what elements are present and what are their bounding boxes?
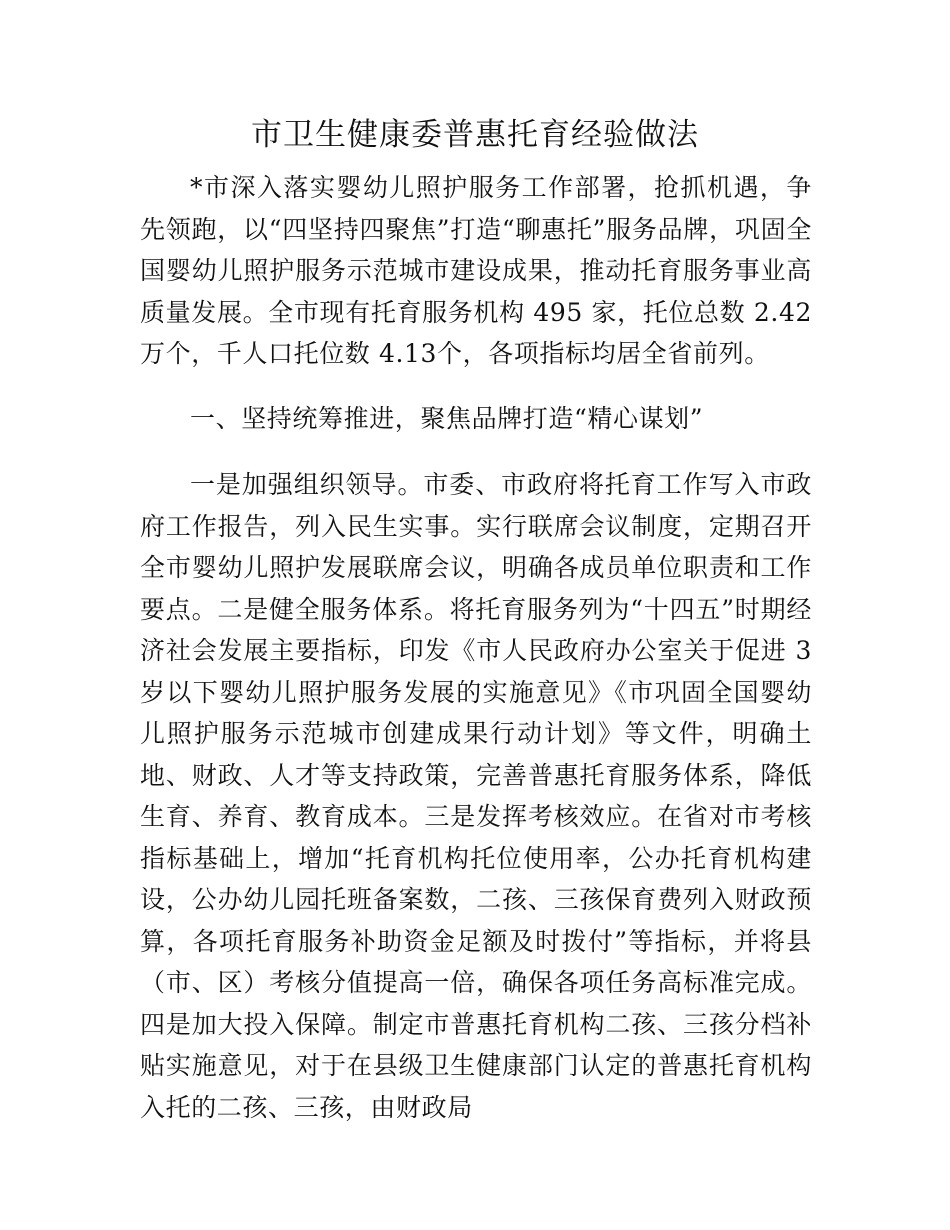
document-title: 市卫生健康委普惠托育经验做法 xyxy=(251,117,699,153)
section-heading: 一、坚持统筹推进，聚焦品牌打造“精心谋划” xyxy=(190,404,704,433)
body-paragraph: 一是加强组织领导。市委、市政府将托育工作写入市政府工作报告，列入民生实事。实行联席会议制度，定期召开全市婴幼儿照护发展联席会议，明确各成员单位职责和工作要点。二是健全服务体系。将托育服务列为“十四五”时期经济社会发展主要指标，印发《市人民政府办公室关于促进 3 岁以下婴幼儿照护服务发展的实施意见》《市巩固全国婴幼儿照护服务示范城市创建成果行动计划》等文件，明确土地、财政、人才等支持政策，完善普惠托育服务体系，降低生育、养育、教育成本。三是发挥考核效应。在省对市考核指标基础上，增加“托育机构托位使用率，公办托育机构建设，公办幼儿园托班备案数，二孩、三孩保育费列入财政预算，各项托育服务补助资金足额及时拨付”等指标，并将县（市、区）考核分值提高一倍，确保各项任务高标准完成。四是加大投入保障。制定市普惠托育机构二孩、三孩分档补贴实施意见，对于在县级卫生健康部门认定的普惠托育机构入托的二孩、三孩，由财政局 xyxy=(140,470,812,1122)
intro-paragraph: *市深入落实婴幼儿照护服务工作部署，抢抓机遇，争先领跑，以“四坚持四聚焦”打造“聊惠托”服务品牌，巩固全国婴幼儿照护服务示范城市建设成果，推动托育服务事业高质量发展。全市现有托育服务机构 495 家，托位总数 2.42 万个，千人口托位数 4.13个，各项指标均居全省前列。 xyxy=(140,173,812,368)
